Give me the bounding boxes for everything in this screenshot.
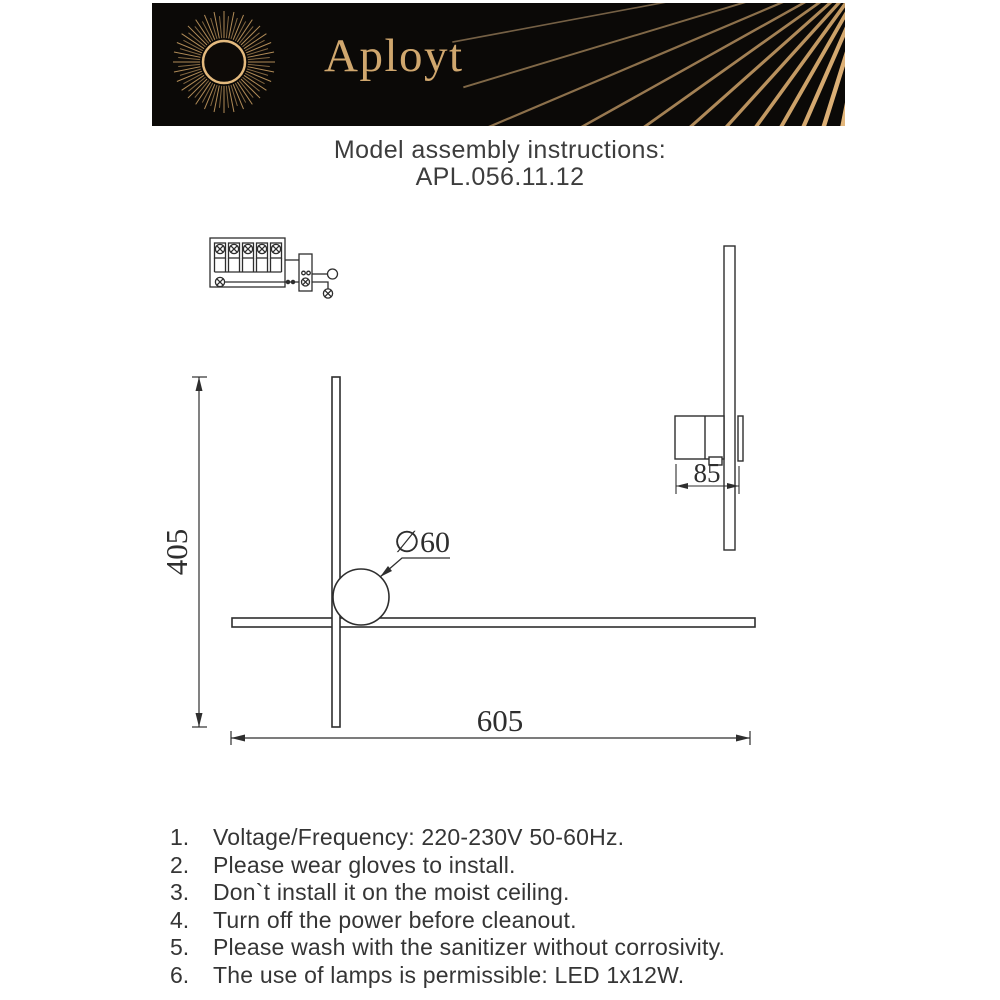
brand-wordmark: Aployt bbox=[324, 30, 464, 82]
vertical-tube bbox=[332, 377, 340, 727]
list-item bbox=[170, 824, 870, 852]
list-item bbox=[170, 879, 870, 907]
instructions-list bbox=[170, 824, 870, 989]
item-number: 6. bbox=[170, 961, 190, 988]
item-number: 4. bbox=[170, 906, 190, 933]
item-text: Turn off the power before cleanout. bbox=[213, 906, 577, 933]
wall-mount-box bbox=[675, 416, 724, 459]
list-item bbox=[170, 907, 870, 935]
item-text: Please wear gloves to install. bbox=[213, 851, 516, 878]
terminal-block-diagram bbox=[210, 238, 338, 298]
title-block bbox=[0, 137, 1000, 191]
terminal-screws bbox=[215, 243, 282, 258]
item-number: 3. bbox=[170, 879, 190, 905]
sphere-diffuser bbox=[333, 569, 389, 625]
item-number: 2. bbox=[170, 851, 190, 878]
dim-width-label: 605 bbox=[476, 703, 524, 738]
side-tube bbox=[724, 246, 735, 550]
side-view bbox=[675, 246, 743, 550]
horizontal-tube bbox=[232, 618, 755, 627]
model-number: APL.056.11.12 bbox=[415, 163, 585, 191]
ground-screw bbox=[215, 277, 224, 286]
list-item bbox=[170, 962, 870, 990]
corner-rays-decoration bbox=[152, 3, 845, 126]
item-number: 5. bbox=[170, 934, 190, 960]
item-text: The use of lamps is permissible: LED 1x12W. bbox=[213, 961, 685, 988]
dim-diameter-label: ∅60 bbox=[393, 526, 451, 559]
technical-drawing bbox=[150, 220, 850, 780]
dim-depth-label: 85 bbox=[693, 458, 721, 488]
page-title: Model assembly instructions: bbox=[333, 136, 667, 164]
earth-screw bbox=[323, 289, 332, 298]
diameter-callout bbox=[380, 526, 450, 577]
height-dimension bbox=[192, 377, 207, 727]
item-text: Don`t install it on the moist ceiling. bbox=[213, 879, 570, 905]
brand-banner bbox=[152, 3, 845, 126]
dim-height-label: 405 bbox=[159, 528, 194, 576]
item-text: Voltage/Frequency: 220-230V 50-60Hz. bbox=[213, 824, 625, 850]
back-plate bbox=[738, 416, 743, 461]
list-item bbox=[170, 934, 870, 962]
front-view bbox=[159, 377, 755, 745]
list-item bbox=[170, 852, 870, 880]
item-text: Please wash with the sanitizer without corrosivity. bbox=[213, 934, 726, 960]
item-number: 1. bbox=[170, 824, 190, 850]
